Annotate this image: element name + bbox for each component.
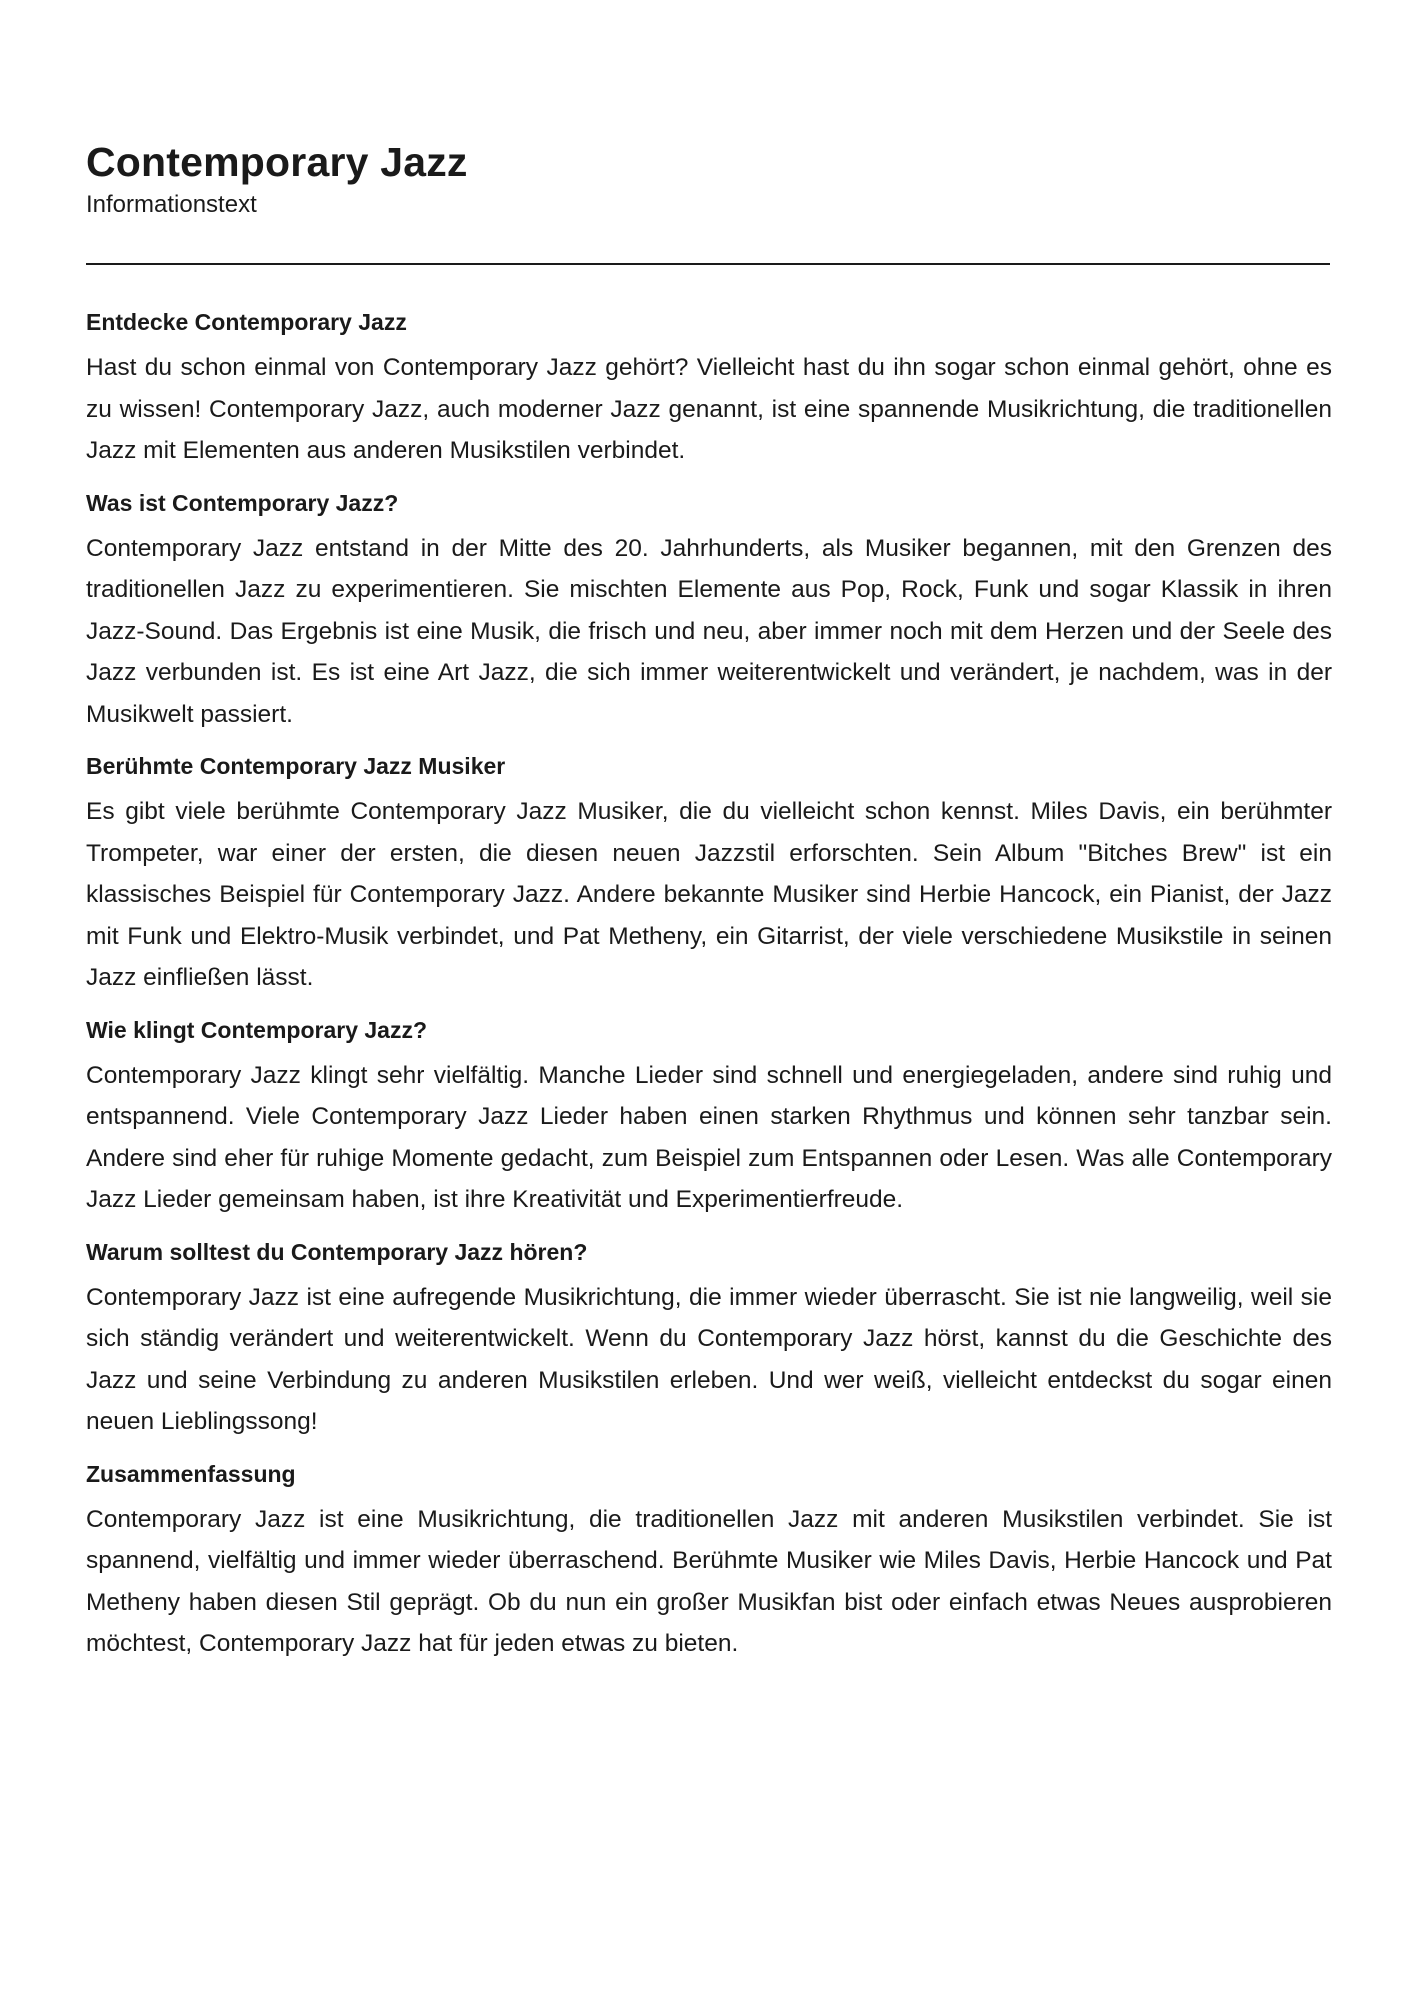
section-heading: Was ist Contemporary Jazz? (86, 489, 399, 516)
section-paragraph: Contemporary Jazz ist eine Musikrichtung, die traditionellen Jazz mit anderen Musikstilen verbindet. Sie ist spannend, vielfältig und immer wieder überraschend. Berühmte Musiker wie Miles Davis, Herbie Hancock und Pat Metheny haben diesen Stil geprägt. Ob du nun ein großer Musikfan bist oder einfach etwas Neues ausprobieren möchtest, Contemporary Jazz hat für jeden etwas zu bieten. (86, 1505, 1332, 1657)
title-divider (86, 263, 1330, 265)
section-paragraph: Contemporary Jazz entstand in der Mitte des 20. Jahrhunderts, als Musiker begannen, mit den Grenzen des traditionellen Jazz zu experimentieren. Sie mischten Elemente aus Pop, Rock, Funk und sogar Klassik in ihren Jazz-Sound. Das Ergebnis ist eine Musik, die frisch und neu, aber immer noch mit dem Herzen und der Seele des Jazz verbunden ist. Es ist eine Art Jazz, die sich immer weiterentwickelt und verändert, je nachdem, was in der Musikwelt passiert. (86, 534, 1332, 728)
section-musiker (86, 751, 1332, 999)
content-sections (86, 307, 1332, 1665)
section-entdecke (86, 307, 1332, 472)
page-subtitle: Informationstext (86, 191, 257, 218)
section-paragraph: Contemporary Jazz ist eine aufregende Musikrichtung, die immer wieder überrascht. Sie ist nie langweilig, weil sie sich ständig verändert und weiterentwickelt. Wenn du Contemporary Jazz hörst, kannst du die Geschichte des Jazz und seine Verbindung zu anderen Musikstilen erleben. Und wer weiß, vielleicht entdeckst du sogar einen neuen Lieblingssong! (86, 1283, 1332, 1435)
section-was-ist (86, 488, 1332, 736)
section-heading: Warum solltest du Contemporary Jazz hören? (86, 1238, 588, 1265)
section-paragraph: Hast du schon einmal von Contemporary Jazz gehört? Vielleicht hast du ihn sogar schon einmal gehört, ohne es zu wissen! Contemporary Jazz, auch moderner Jazz genannt, ist eine spannende Musikrichtung, die traditionellen Jazz mit Elementen aus anderen Musikstilen verbindet. (86, 354, 1332, 464)
section-heading: Zusammenfassung (86, 1460, 296, 1487)
page-title: Contemporary Jazz (86, 139, 468, 185)
section-paragraph: Es gibt viele berühmte Contemporary Jazz Musiker, die du vielleicht schon kennst. Miles Davis, ein berühmter Trompeter, war einer der ersten, die diesen neuen Jazzstil erforschten. Sein Album "Bitches Brew" ist ein klassisches Beispiel für Contemporary Jazz. Andere bekannte Musiker sind Herbie Hancock, ein Pianist, der Jazz mit Funk und Elektro-Musik verbindet, und Pat Metheny, ein Gitarrist, der viele verschiedene Musikstile in seinen Jazz einfließen lässt. (86, 798, 1332, 991)
section-heading: Entdecke Contemporary Jazz (86, 309, 407, 335)
section-wie-klingt (86, 1015, 1332, 1221)
section-heading: Berühmte Contemporary Jazz Musiker (86, 753, 506, 779)
section-zusammenfassung (86, 1459, 1332, 1665)
section-paragraph: Contemporary Jazz klingt sehr vielfältig. Manche Lieder sind schnell und energiegeladen, andere sind ruhig und entspannend. Viele Contemporary Jazz Lieder haben einen starken Rhythmus und können sehr tanzbar sein. Andere sind eher für ruhige Momente gedacht, zum Beispiel zum Entspannen oder Lesen. Was alle Contemporary Jazz Lieder gemeinsam haben, ist ihre Kreativität und Experimentierfreude. (86, 1061, 1332, 1213)
section-warum (86, 1237, 1332, 1443)
document-page (86, 0, 1332, 1681)
section-heading: Wie klingt Contemporary Jazz? (86, 1016, 428, 1043)
